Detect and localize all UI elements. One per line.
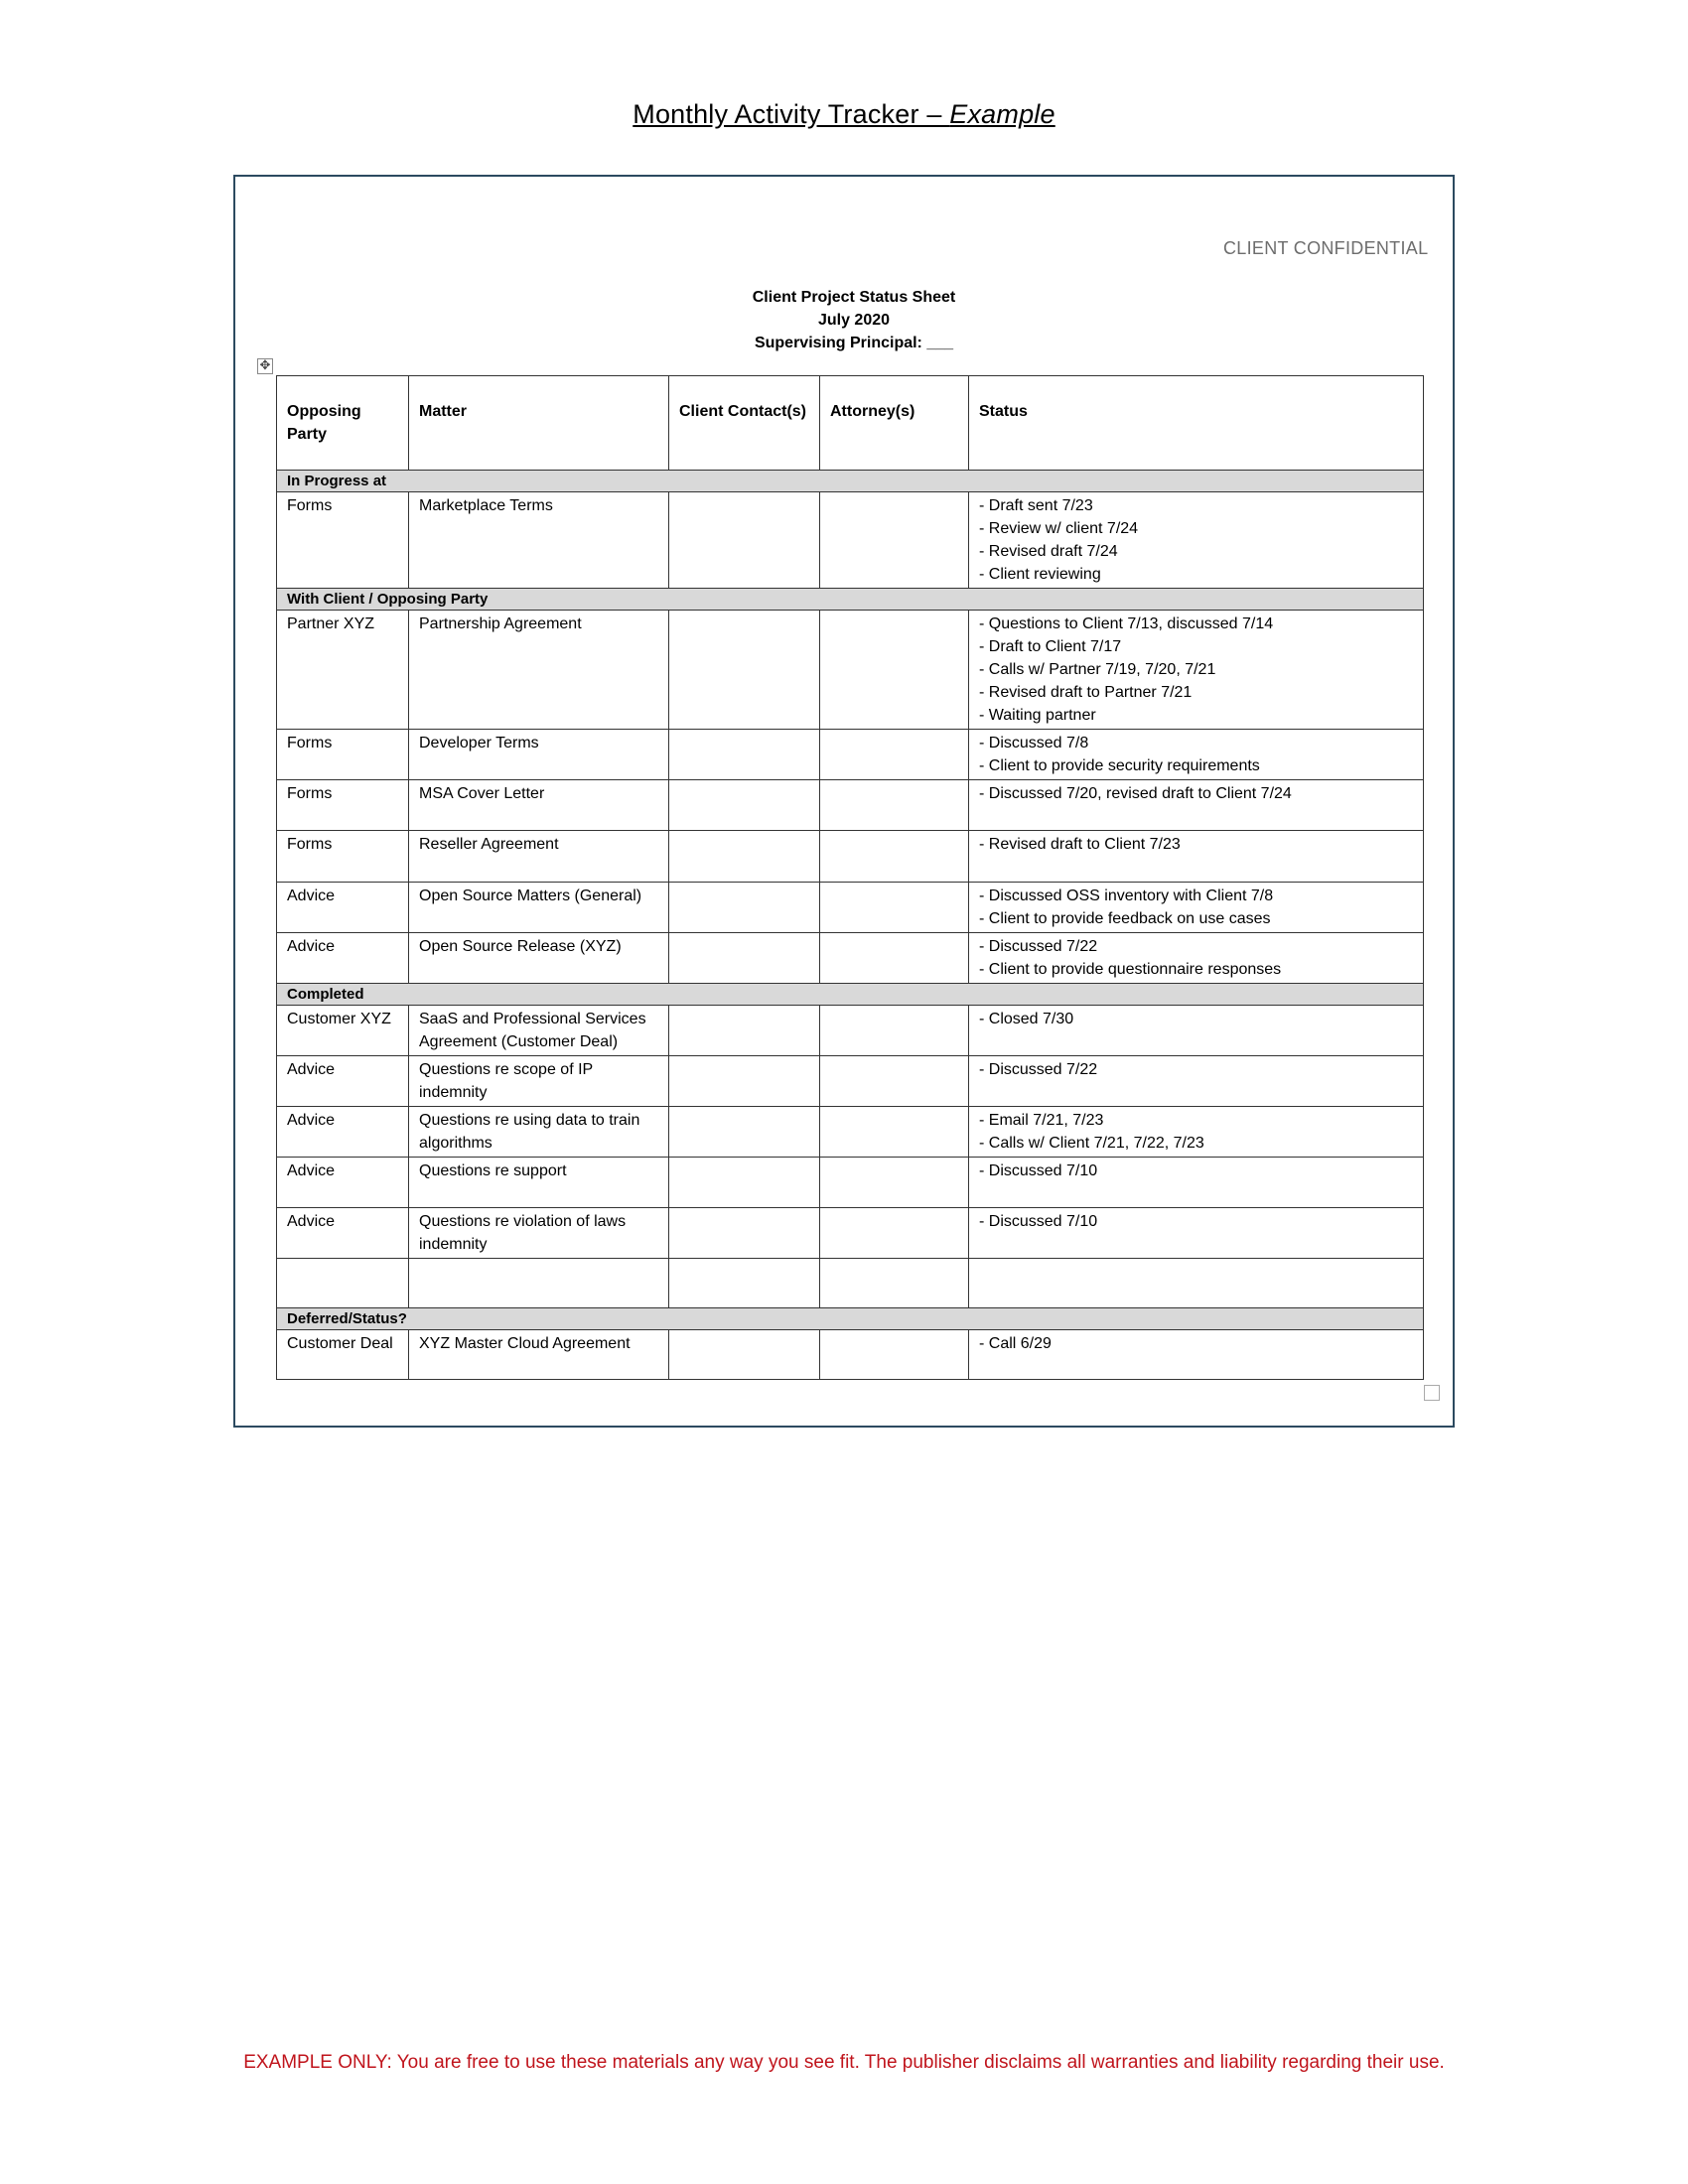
status-line: - Revised draft to Partner 7/21: [979, 684, 1193, 701]
header-client-contacts: Client Contact(s): [669, 376, 820, 471]
status-cell: [969, 831, 1424, 883]
section-label: With Client / Opposing Party: [277, 589, 1424, 611]
section-label: Deferred/Status?: [277, 1308, 1424, 1330]
opposing-party-cell: Advice: [277, 883, 409, 933]
confidential-label: CLIENT CONFIDENTIAL: [1223, 238, 1429, 258]
status-table: [276, 375, 1424, 1380]
table-row: [277, 492, 1424, 589]
client-contacts-cell: [669, 883, 820, 933]
status-cell: [969, 730, 1424, 780]
matter-cell: Open Source Release (XYZ): [409, 933, 669, 984]
table-row: [277, 1330, 1424, 1380]
page-title-example: Example: [949, 99, 1055, 129]
status-cell: [969, 1158, 1424, 1208]
table-resize-handle-icon[interactable]: [1424, 1385, 1440, 1401]
section-row: [277, 984, 1424, 1006]
client-contacts-cell: [669, 611, 820, 730]
status-line: - Client to provide security requirements: [979, 757, 1260, 774]
header-attorneys: Attorney(s): [820, 376, 969, 471]
status-cell: [969, 1259, 1424, 1308]
header-opposing-party: Opposing Party: [277, 376, 409, 471]
matter-cell: Reseller Agreement: [409, 831, 669, 883]
matter-cell: Questions re scope of IP indemnity: [409, 1056, 669, 1107]
status-line: - Calls w/ Partner 7/19, 7/20, 7/21: [979, 661, 1216, 678]
matter-cell: Marketplace Terms: [409, 492, 669, 589]
status-cell: [969, 933, 1424, 984]
matter-cell: XYZ Master Cloud Agreement: [409, 1330, 669, 1380]
page-title: [0, 99, 1688, 130]
client-contacts-cell: [669, 1056, 820, 1107]
table-move-handle-icon[interactable]: ✥: [257, 358, 273, 374]
table-row: [277, 1158, 1424, 1208]
header-matter: Matter: [409, 376, 669, 471]
attorneys-cell: [820, 1330, 969, 1380]
client-contacts-cell: [669, 780, 820, 831]
client-contacts-cell: [669, 730, 820, 780]
matter-cell: Questions re support: [409, 1158, 669, 1208]
attorneys-cell: [820, 1208, 969, 1259]
table-row: [277, 1006, 1424, 1056]
client-contacts-cell: [669, 1158, 820, 1208]
client-contacts-cell: [669, 1330, 820, 1380]
attorneys-cell: [820, 1056, 969, 1107]
matter-cell: Questions re using data to train algorithms: [409, 1107, 669, 1158]
attorneys-cell: [820, 831, 969, 883]
opposing-party-cell: Forms: [277, 730, 409, 780]
status-line: - Draft sent 7/23: [979, 497, 1093, 514]
attorneys-cell: [820, 730, 969, 780]
sheet-principal: Supervising Principal: ___: [754, 335, 954, 351]
client-contacts-cell: [669, 933, 820, 984]
table-row: [277, 1208, 1424, 1259]
attorneys-cell: [820, 1158, 969, 1208]
status-cell: [969, 1208, 1424, 1259]
section-row: [277, 1308, 1424, 1330]
attorneys-cell: [820, 1107, 969, 1158]
status-line: - Discussed 7/8: [979, 735, 1089, 751]
table-row: [277, 611, 1424, 730]
matter-cell: Open Source Matters (General): [409, 883, 669, 933]
sheet-header: [695, 286, 1013, 354]
client-contacts-cell: [669, 1208, 820, 1259]
status-line: - Questions to Client 7/13, discussed 7/14: [979, 615, 1274, 632]
status-cell: [969, 1056, 1424, 1107]
sheet-date: July 2020: [817, 312, 891, 329]
status-cell: [969, 611, 1424, 730]
opposing-party-cell: Advice: [277, 933, 409, 984]
status-line: - Calls w/ Client 7/21, 7/22, 7/23: [979, 1135, 1204, 1152]
table-row: [277, 883, 1424, 933]
opposing-party-cell: Partner XYZ: [277, 611, 409, 730]
opposing-party-cell: Advice: [277, 1056, 409, 1107]
matter-cell: Questions re violation of laws indemnity: [409, 1208, 669, 1259]
status-line: - Discussed 7/20, revised draft to Client 7/24: [979, 785, 1292, 802]
attorneys-cell: [820, 492, 969, 589]
status-line: - Discussed 7/22: [979, 1061, 1098, 1078]
client-contacts-cell: [669, 1006, 820, 1056]
status-line: - Call 6/29: [979, 1335, 1052, 1352]
attorneys-cell: [820, 1259, 969, 1308]
status-line: - Waiting partner: [979, 707, 1096, 724]
status-cell: [969, 492, 1424, 589]
table-row: [277, 1056, 1424, 1107]
matter-cell: Developer Terms: [409, 730, 669, 780]
opposing-party-cell: Forms: [277, 780, 409, 831]
status-line: - Discussed 7/10: [979, 1162, 1098, 1179]
client-contacts-cell: [669, 1259, 820, 1308]
table-row: [277, 1107, 1424, 1158]
sheet-title: Client Project Status Sheet: [752, 289, 956, 306]
table-row: [277, 831, 1424, 883]
table-row: [277, 1259, 1424, 1308]
status-line: - Discussed OSS inventory with Client 7/8: [979, 887, 1274, 904]
opposing-party-cell: Forms: [277, 831, 409, 883]
matter-cell: [409, 1259, 669, 1308]
status-cell: [969, 780, 1424, 831]
opposing-party-cell: Advice: [277, 1158, 409, 1208]
table-body: [277, 471, 1424, 1380]
table-header-row: [277, 376, 1424, 471]
table-row: [277, 780, 1424, 831]
status-line: - Discussed 7/22: [979, 938, 1098, 955]
opposing-party-cell: Customer XYZ: [277, 1006, 409, 1056]
matter-cell: MSA Cover Letter: [409, 780, 669, 831]
client-contacts-cell: [669, 1107, 820, 1158]
status-cell: [969, 1107, 1424, 1158]
attorneys-cell: [820, 933, 969, 984]
client-contacts-cell: [669, 831, 820, 883]
status-line: - Revised draft 7/24: [979, 543, 1118, 560]
status-cell: [969, 1006, 1424, 1056]
section-label: In Progress at: [277, 471, 1424, 492]
section-label: Completed: [277, 984, 1424, 1006]
status-line: - Client to provide questionnaire responses: [979, 961, 1282, 978]
opposing-party-cell: [277, 1259, 409, 1308]
table-row: [277, 730, 1424, 780]
section-row: [277, 589, 1424, 611]
status-line: - Email 7/21, 7/23: [979, 1112, 1104, 1129]
status-line: - Draft to Client 7/17: [979, 638, 1122, 655]
section-row: [277, 471, 1424, 492]
opposing-party-cell: Forms: [277, 492, 409, 589]
attorneys-cell: [820, 611, 969, 730]
header-status: Status: [969, 376, 1424, 471]
attorneys-cell: [820, 1006, 969, 1056]
attorneys-cell: [820, 883, 969, 933]
client-contacts-cell: [669, 492, 820, 589]
status-cell: [969, 1330, 1424, 1380]
page-title-main: Monthly Activity Tracker –: [633, 99, 950, 129]
opposing-party-cell: Customer Deal: [277, 1330, 409, 1380]
status-line: - Client to provide feedback on use cases: [979, 910, 1271, 927]
matter-cell: Partnership Agreement: [409, 611, 669, 730]
attorneys-cell: [820, 780, 969, 831]
status-line: - Review w/ client 7/24: [979, 520, 1139, 537]
status-line: - Revised draft to Client 7/23: [979, 836, 1181, 853]
status-line: - Closed 7/30: [979, 1011, 1074, 1027]
opposing-party-cell: Advice: [277, 1208, 409, 1259]
footer-disclaimer: EXAMPLE ONLY: You are free to use these materials any way you see fit. The publisher disclaims all warranties and liability regarding their use.: [243, 2052, 1445, 2073]
table-row: [277, 933, 1424, 984]
matter-cell: SaaS and Professional Services Agreement (Customer Deal): [409, 1006, 669, 1056]
status-cell: [969, 883, 1424, 933]
status-line: - Discussed 7/10: [979, 1213, 1098, 1230]
opposing-party-cell: Advice: [277, 1107, 409, 1158]
status-line: - Client reviewing: [979, 566, 1101, 583]
